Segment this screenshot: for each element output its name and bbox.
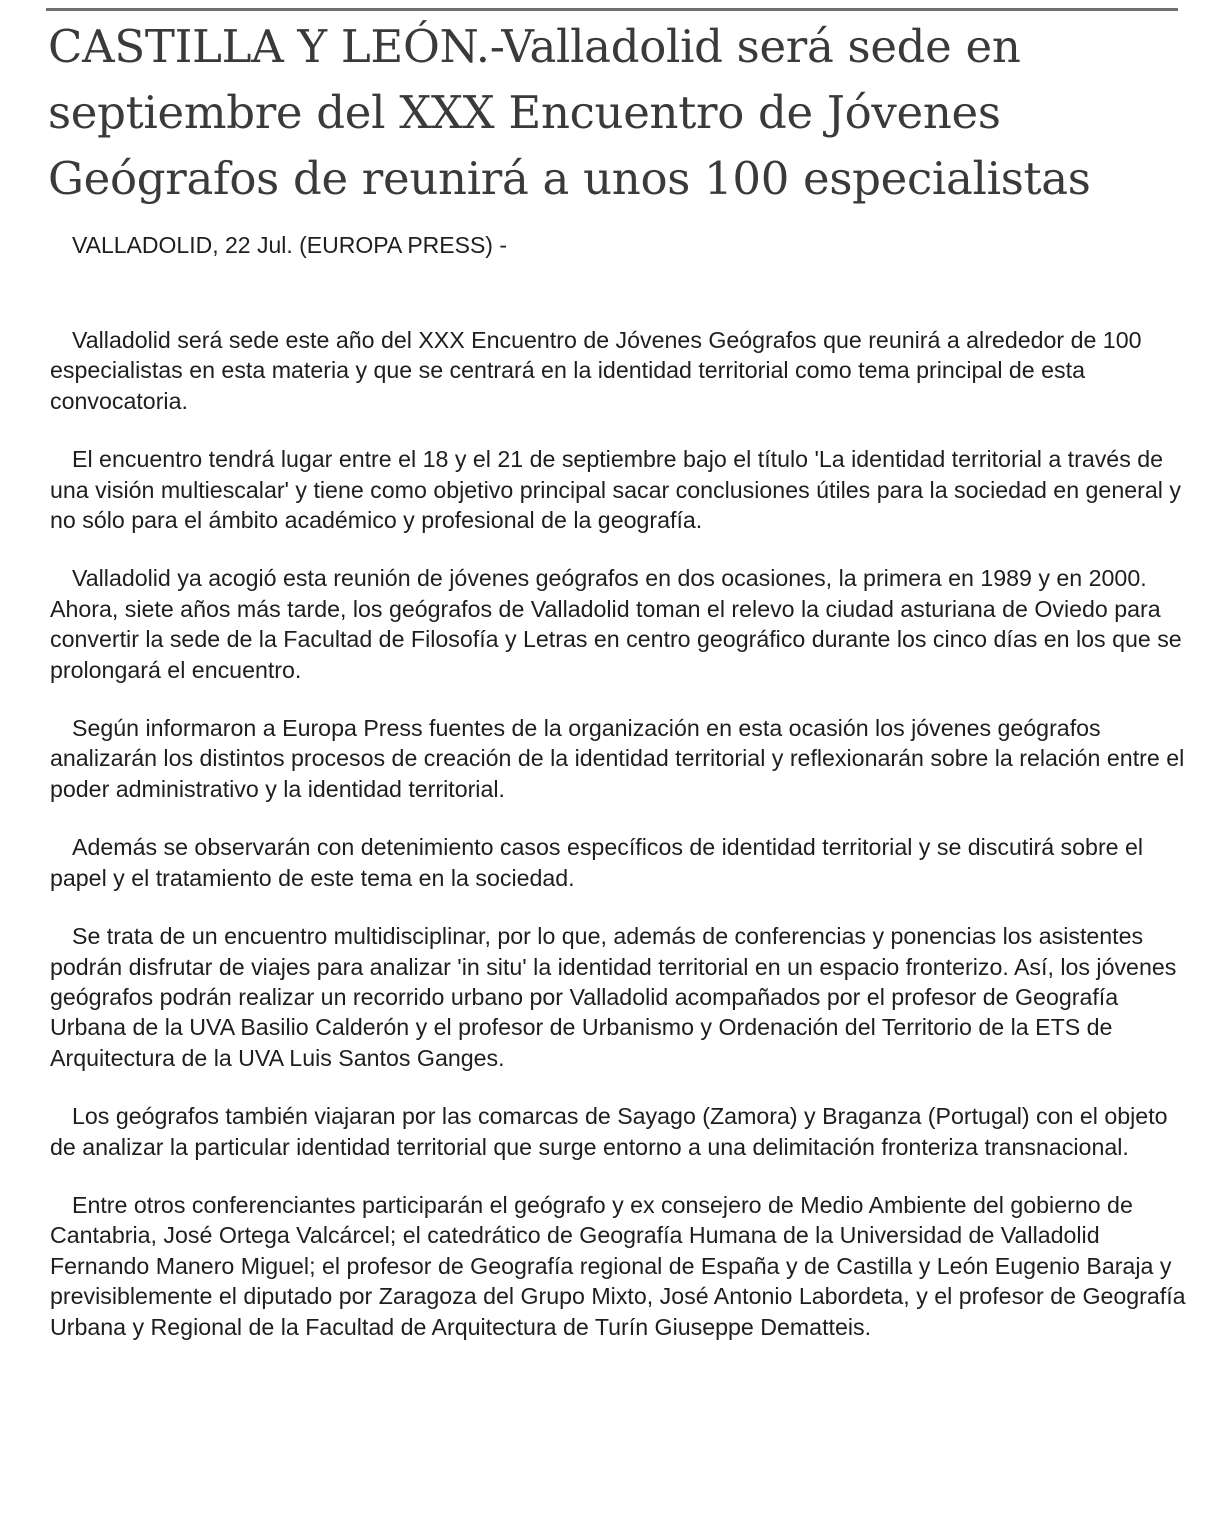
paragraph-7: Los geógrafos también viajaran por las comarcas de Sayago (Zamora) y Braganza (Portugal) con el objeto de analizar la particular identidad territorial que surge entorno a una delimitación fronteriza transnacional. [50, 1103, 1168, 1160]
paragraph-3: Valladolid ya acogió esta reunión de jóvenes geógrafos en dos ocasiones, la primera en 1989 y en 2000. Ahora, siete años más tarde, los geógrafos de Valladolid toman el relevo la ciudad asturiana de Oviedo para convertir la sede de la Facultad de Filosofía y Letras en centro geográfico durante los cinco días en los que se prolongará el encuentro. [50, 565, 1182, 683]
headline-line-1: CASTILLA Y LEÓN.-Valladolid será sede en [48, 20, 1021, 73]
dateline: VALLADOLID, 22 Jul. (EUROPA PRESS) - [72, 232, 508, 258]
paragraph-1: Valladolid será sede este año del XXX Encuentro de Jóvenes Geógrafos que reunirá a alrededor de 100 especialistas en esta materia y que se centrará en la identidad territorial como tema principal de esta convocatoria. [50, 327, 1142, 414]
headline-line-3: Geógrafos de reunirá a unos 100 especialistas [48, 152, 1091, 205]
headline-line-2: septiembre del XXX Encuentro de Jóvenes [48, 86, 1001, 139]
paragraph-5: Además se observarán con detenimiento casos específicos de identidad territorial y se discutirá sobre el papel y el tratamiento de este tema en la sociedad. [50, 834, 1144, 891]
paragraph-8: Entre otros conferenciantes participarán el geógrafo y ex consejero de Medio Ambiente del gobierno de Cantabria, José Ortega Valcárcel; el catedrático de Geografía Humana de la Universidad de Valladolid Fernando Manero Miguel; el profesor de Geografía regional de España y de Castilla y León Eugenio Baraja y previsiblemente el diputado por Zaragoza del Grupo Mixto, José Antonio Labordeta, y el profesor de Geografía Urbana y Regional de la Facultad de Arquitectura de Turín Giuseppe Dematteis. [50, 1191, 1186, 1340]
article-body [50, 325, 1190, 1370]
headline [48, 14, 1198, 212]
top-rule [46, 8, 1178, 11]
paragraph-2: El encuentro tendrá lugar entre el 18 y el 21 de septiembre bajo el título 'La identidad territorial a través de una visión multiescalar' y tiene como objetivo principal sacar conclusiones útiles para la sociedad en general y no sólo para el ámbito académico y profesional de la geografía. [50, 446, 1181, 534]
paragraph-4: Según informaron a Europa Press fuentes de la organización en esta ocasión los jóvenes geógrafos analizarán los distintos procesos de creación de la identidad territorial y reflexionarán sobre la relación entre el poder administrativo y la identidad territorial. [50, 715, 1185, 802]
paragraph-6: Se trata de un encuentro multidisciplinar, por lo que, además de conferencias y ponencias los asistentes podrán disfrutar de viajes para analizar 'in situ' la identidad territorial en un espacio fronterizo. Así, los jóvenes geógrafos podrán realizar un recorrido urbano por Valladolid acompañados por el profesor de Geografía Urbana de la UVA Basilio Calderón y el profesor de Urbanismo y Ordenación del Territorio de la ETS de Arquitectura de la UVA Luis Santos Ganges. [50, 923, 1177, 1071]
